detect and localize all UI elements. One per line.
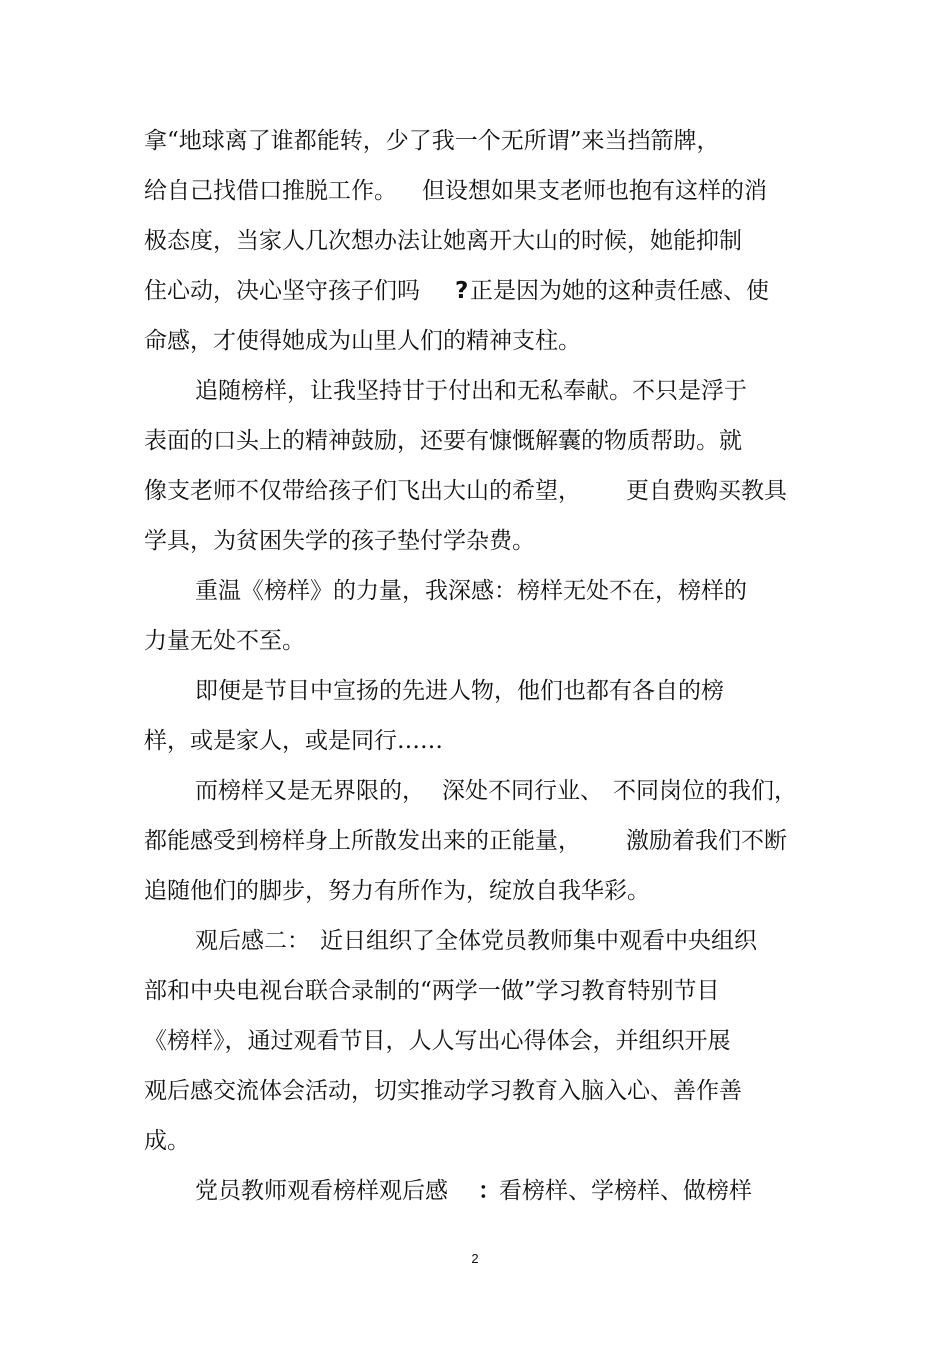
text-segment: 深处不同行业、 bbox=[442, 778, 603, 804]
text-segment: 样，或是家人，或是同行…… bbox=[144, 728, 443, 754]
text-segment: 追随榜样，让我坚持甘于付出和无私奉献。不只是浮于 bbox=[195, 378, 747, 404]
question-mark: ? bbox=[455, 278, 469, 304]
text-segment: 像支老师不仅带给孩子们飞出大山的希望， bbox=[144, 478, 581, 504]
text-segment: 学具，为贫困失学的孩子垫付学杂费。 bbox=[144, 528, 535, 554]
text-segment: 成。 bbox=[144, 1128, 190, 1154]
text-segment: 部和中央电视台联合录制的“两学一做”学习教育特别节目 bbox=[144, 978, 720, 1004]
text-segment: 党员教师观看榜样观后感 bbox=[195, 1178, 448, 1204]
text-segment: 而榜样又是无界限的， bbox=[195, 778, 425, 804]
text-segment: 即便是节目中宣扬的先进人物，他们也都有各自的榜 bbox=[195, 678, 724, 704]
text-segment: 力量无处不至。 bbox=[144, 628, 305, 654]
text-segment: 住心动，决心坚守孩子们吗 bbox=[144, 278, 420, 304]
text-segment: 观后感二： bbox=[195, 928, 310, 954]
text-segment: 命感，才使得她成为山里人们的精神支柱。 bbox=[144, 328, 581, 354]
text-segment: 更自费购买教具 bbox=[626, 478, 787, 504]
text-segment: 拿“地球离了谁都能转，少了我一个无所谓”来当挡箭牌， bbox=[144, 128, 720, 154]
text-segment: 《榜样》，通过观看节目，人人写出心得体会，并组织开展 bbox=[144, 1028, 731, 1054]
text-segment: 看榜样、学榜样、做榜样 bbox=[499, 1178, 752, 1204]
text-segment: 极态度，当家人几次想办法让她离开大山的时候，她能抑制 bbox=[144, 228, 742, 254]
text-segment: 近日组织了全体党员教师集中观看中央组织 bbox=[320, 928, 757, 954]
text-segment: 激励着我们不断 bbox=[626, 828, 787, 854]
text-segment: 给自己找借口推脱工作。 bbox=[144, 178, 397, 204]
page-number: 2 bbox=[471, 1251, 479, 1266]
text-segment: 正是因为她的这种责任感、使 bbox=[470, 278, 769, 304]
text-segment: 追随他们的脚步，努力有所作为，绽放自我华彩。 bbox=[144, 878, 650, 904]
text-segment: 都能感受到榜样身上所散发出来的正能量， bbox=[144, 828, 581, 854]
text-segment: 观后感交流体会活动，切实推动学习教育入脑入心、善作善 bbox=[144, 1078, 742, 1104]
text-segment: 重温《榜样》的力量，我深感：榜样无处不在，榜样的 bbox=[195, 578, 747, 604]
text-segment: 不同岗位的我们， bbox=[613, 778, 797, 804]
text-segment: 表面的口头上的精神鼓励，还要有慷慨解囊的物质帮助。就 bbox=[144, 428, 742, 454]
text-segment: 但设想如果支老师也抱有这样的消 bbox=[422, 178, 767, 204]
colon-mark: ： bbox=[478, 1178, 501, 1204]
